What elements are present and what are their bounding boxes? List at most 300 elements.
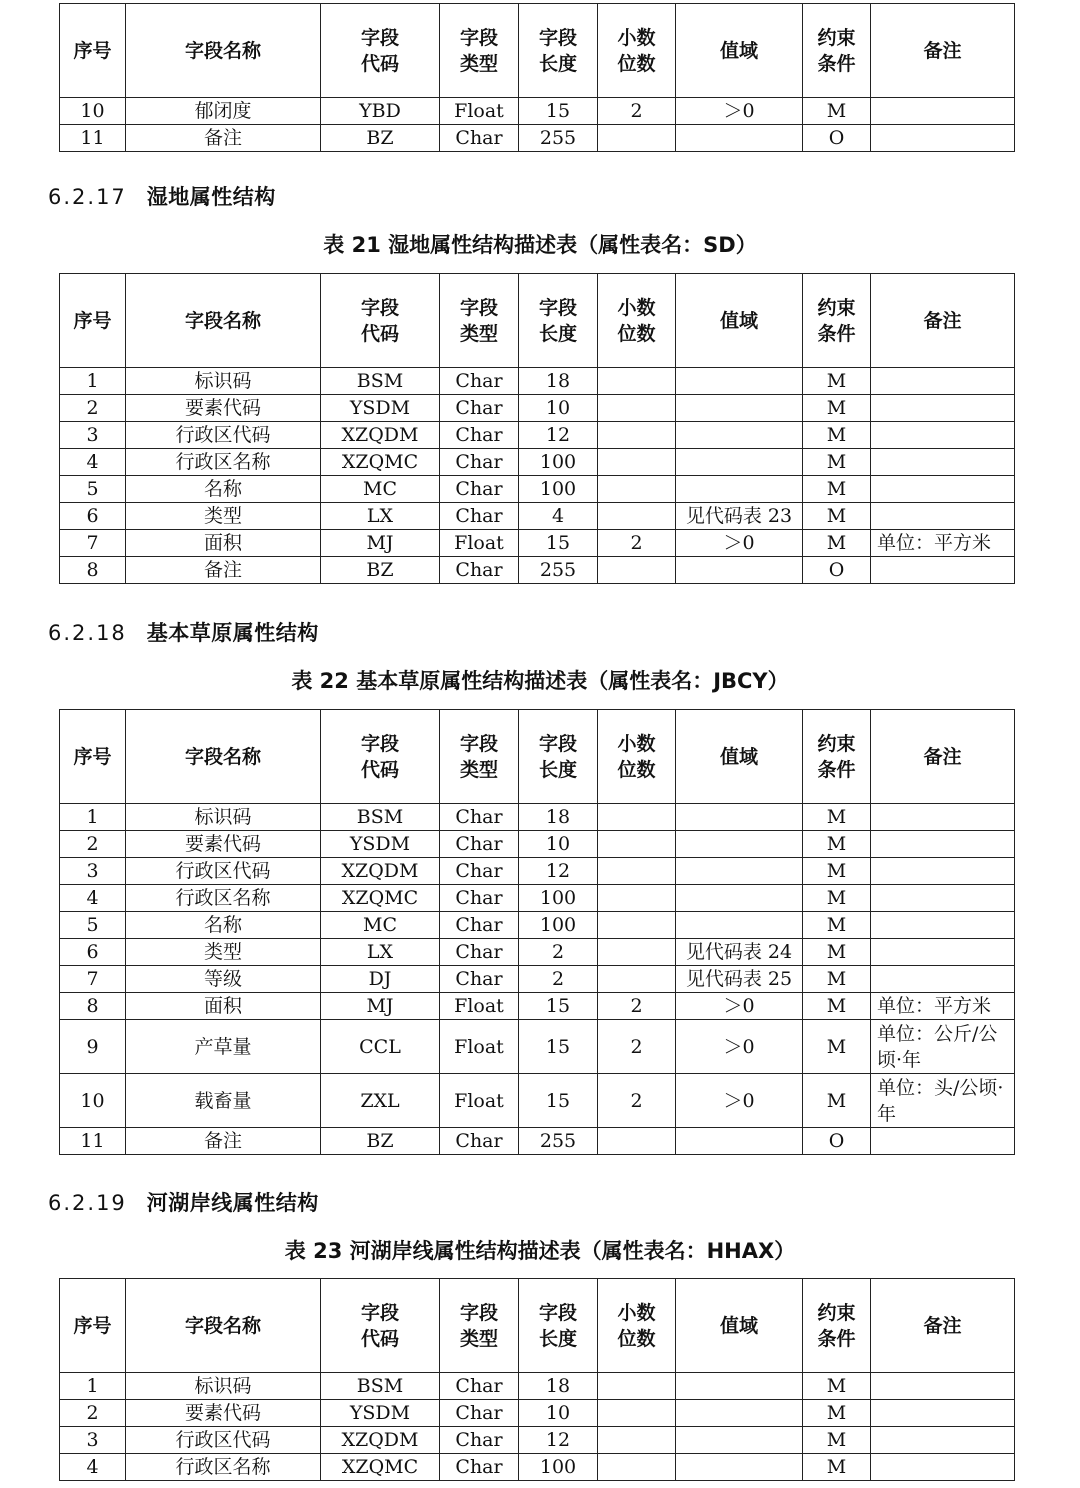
header-value-range: 值域 <box>676 274 803 368</box>
header-line: 小数 <box>617 296 656 319</box>
table-row <box>60 557 1015 584</box>
table-row <box>60 368 1015 395</box>
table-caption-wetland: 表 21 湿地属性结构描述表（属性表名：SD） <box>323 233 757 257</box>
cell-field-type: Float <box>440 530 519 557</box>
cell-field-length: 12 <box>519 1427 598 1454</box>
cell-field-code: YSDM <box>321 831 440 858</box>
cell-remark <box>871 557 1015 584</box>
cell-value-range <box>676 885 803 912</box>
cell-decimals <box>598 1427 676 1454</box>
section-number: 6.2.17 <box>48 185 127 209</box>
cell-field-name: 面积 <box>126 993 321 1020</box>
table-header-row <box>60 4 1015 98</box>
cell-field-type: Char <box>440 885 519 912</box>
header-line: 位数 <box>617 1327 656 1350</box>
cell-field-type: Float <box>440 1074 519 1128</box>
table-row <box>60 1400 1015 1427</box>
cell-value-range <box>676 1427 803 1454</box>
cell-decimals: 2 <box>598 1020 676 1074</box>
cell-decimals <box>598 1454 676 1481</box>
cell-field-length: 100 <box>519 885 598 912</box>
table-row <box>60 1454 1015 1481</box>
cell-field-code: XZQMC <box>321 449 440 476</box>
cell-value-range <box>676 368 803 395</box>
cell-field-type: Char <box>440 804 519 831</box>
header-line: 字段 <box>360 296 399 319</box>
cell-remark <box>871 395 1015 422</box>
header-line: 字段 <box>538 296 577 319</box>
cell-decimals <box>598 125 676 152</box>
cell-remark <box>871 912 1015 939</box>
cell-field-name: 要素代码 <box>126 1400 321 1427</box>
cell-decimals <box>598 804 676 831</box>
cell-field-type: Float <box>440 1020 519 1074</box>
header-line: 约束 <box>817 732 856 755</box>
cell-field-name: 要素代码 <box>126 395 321 422</box>
cell-constraint: M <box>803 476 871 503</box>
cell-value-range: ＞0 <box>676 530 803 557</box>
cell-field-code: DJ <box>321 966 440 993</box>
table-header-row <box>60 710 1015 804</box>
table-row <box>60 503 1015 530</box>
header-line: 字段 <box>360 1301 399 1324</box>
cell-field-type: Char <box>440 939 519 966</box>
header-line: 长度 <box>538 322 577 345</box>
header-line: 代码 <box>360 322 399 345</box>
cell-seq: 8 <box>60 557 126 584</box>
cell-field-type: Char <box>440 858 519 885</box>
cell-remark <box>871 1400 1015 1427</box>
cell-field-name: 行政区代码 <box>126 858 321 885</box>
cell-decimals <box>598 1128 676 1155</box>
cell-seq: 5 <box>60 476 126 503</box>
cell-field-length: 18 <box>519 368 598 395</box>
header-decimals <box>598 274 676 368</box>
cell-value-range: 见代码表 23 <box>676 503 803 530</box>
cell-remark: 单位：头/公顷·年 <box>871 1074 1015 1128</box>
cell-constraint: M <box>803 1074 871 1128</box>
table-row <box>60 1020 1015 1074</box>
cell-constraint: M <box>803 530 871 557</box>
cell-field-type: Char <box>440 422 519 449</box>
section-number: 6.2.18 <box>48 621 127 645</box>
cell-remark <box>871 1128 1015 1155</box>
header-decimals <box>598 710 676 804</box>
header-seq: 序号 <box>60 1279 126 1373</box>
cell-field-type: Char <box>440 966 519 993</box>
header-line: 字段 <box>538 1301 577 1324</box>
cell-constraint: M <box>803 966 871 993</box>
header-line: 字段 <box>360 732 399 755</box>
header-seq: 序号 <box>60 4 126 98</box>
cell-field-length: 100 <box>519 1454 598 1481</box>
header-constraint <box>803 4 871 98</box>
header-line: 约束 <box>817 296 856 319</box>
header-line: 约束 <box>817 26 856 49</box>
cell-constraint: M <box>803 885 871 912</box>
cell-field-name: 郁闭度 <box>126 98 321 125</box>
header-field-type <box>440 1279 519 1373</box>
cell-field-type: Char <box>440 1427 519 1454</box>
cell-value-range <box>676 395 803 422</box>
header-seq: 序号 <box>60 710 126 804</box>
cell-value-range <box>676 804 803 831</box>
cell-decimals <box>598 449 676 476</box>
table-header-row <box>60 1279 1015 1373</box>
cell-value-range <box>676 476 803 503</box>
cell-field-type: Char <box>440 368 519 395</box>
cell-remark <box>871 98 1015 125</box>
cell-field-type: Char <box>440 557 519 584</box>
header-remark: 备注 <box>871 274 1015 368</box>
cell-field-name: 标识码 <box>126 368 321 395</box>
header-field-length <box>519 4 598 98</box>
cell-seq: 3 <box>60 858 126 885</box>
cell-remark <box>871 831 1015 858</box>
cell-constraint: M <box>803 1373 871 1400</box>
table-header-row <box>60 274 1015 368</box>
cell-field-code: YBD <box>321 98 440 125</box>
table-row <box>60 966 1015 993</box>
cell-value-range <box>676 422 803 449</box>
cell-remark: 单位：平方米 <box>871 530 1015 557</box>
cell-field-length: 15 <box>519 1074 598 1128</box>
header-field-length <box>519 274 598 368</box>
header-value-range: 值域 <box>676 1279 803 1373</box>
header-line: 类型 <box>459 758 498 781</box>
cell-field-length: 100 <box>519 912 598 939</box>
cell-constraint: M <box>803 395 871 422</box>
cell-field-length: 2 <box>519 966 598 993</box>
cell-field-length: 12 <box>519 858 598 885</box>
cell-value-range: 见代码表 25 <box>676 966 803 993</box>
cell-field-name: 行政区名称 <box>126 1454 321 1481</box>
cell-constraint: M <box>803 993 871 1020</box>
cell-field-type: Char <box>440 503 519 530</box>
cell-decimals <box>598 885 676 912</box>
header-line: 类型 <box>459 52 498 75</box>
header-field-name: 字段名称 <box>126 710 321 804</box>
header-remark: 备注 <box>871 710 1015 804</box>
cell-field-code: BZ <box>321 125 440 152</box>
cell-seq: 8 <box>60 993 126 1020</box>
cell-remark <box>871 368 1015 395</box>
cell-field-type: Char <box>440 395 519 422</box>
header-seq: 序号 <box>60 274 126 368</box>
cell-decimals: 2 <box>598 1074 676 1128</box>
cell-field-code: BSM <box>321 804 440 831</box>
cell-field-code: YSDM <box>321 1400 440 1427</box>
cell-value-range <box>676 912 803 939</box>
header-line: 字段 <box>538 26 577 49</box>
cell-constraint: M <box>803 449 871 476</box>
header-decimals <box>598 1279 676 1373</box>
grassland-field-table <box>59 709 1015 1155</box>
header-line: 字段 <box>459 296 498 319</box>
cell-field-length: 4 <box>519 503 598 530</box>
header-field-name: 字段名称 <box>126 274 321 368</box>
header-line: 位数 <box>617 758 656 781</box>
cell-remark: 单位：公斤/公顷·年 <box>871 1020 1015 1074</box>
header-field-name: 字段名称 <box>126 1279 321 1373</box>
cell-field-name: 标识码 <box>126 1373 321 1400</box>
cell-field-length: 2 <box>519 939 598 966</box>
header-line: 代码 <box>360 758 399 781</box>
cell-seq: 3 <box>60 422 126 449</box>
header-line: 字段 <box>538 732 577 755</box>
cell-field-code: YSDM <box>321 395 440 422</box>
table-row <box>60 885 1015 912</box>
table-row <box>60 858 1015 885</box>
header-value-range: 值域 <box>676 4 803 98</box>
cell-constraint: M <box>803 804 871 831</box>
cell-field-type: Char <box>440 912 519 939</box>
cell-constraint: M <box>803 831 871 858</box>
section-title: 河湖岸线属性结构 <box>146 1191 319 1215</box>
cell-field-length: 10 <box>519 1400 598 1427</box>
header-remark: 备注 <box>871 4 1015 98</box>
cell-seq: 7 <box>60 966 126 993</box>
section-heading-wetland <box>48 181 276 211</box>
header-line: 约束 <box>817 1301 856 1324</box>
cell-seq: 6 <box>60 503 126 530</box>
cell-remark <box>871 125 1015 152</box>
cell-constraint: O <box>803 557 871 584</box>
header-field-code <box>321 710 440 804</box>
cell-value-range: ＞0 <box>676 1074 803 1128</box>
cell-field-code: ZXL <box>321 1074 440 1128</box>
section-title: 基本草原属性结构 <box>146 621 319 645</box>
cell-decimals <box>598 966 676 993</box>
cell-remark <box>871 1373 1015 1400</box>
cell-field-length: 10 <box>519 831 598 858</box>
table-caption-shoreline: 表 23 河湖岸线属性结构描述表（属性表名：HHAX） <box>284 1239 796 1263</box>
header-field-length <box>519 710 598 804</box>
cell-constraint: M <box>803 503 871 530</box>
cell-field-name: 行政区代码 <box>126 422 321 449</box>
field-table-continued <box>59 3 1015 152</box>
cell-field-name: 行政区代码 <box>126 1427 321 1454</box>
cell-field-type: Char <box>440 1373 519 1400</box>
cell-field-length: 10 <box>519 395 598 422</box>
cell-constraint: O <box>803 125 871 152</box>
cell-field-code: BZ <box>321 557 440 584</box>
cell-decimals <box>598 831 676 858</box>
table-row <box>60 804 1015 831</box>
cell-field-name: 类型 <box>126 939 321 966</box>
header-line: 长度 <box>538 758 577 781</box>
cell-constraint: M <box>803 1020 871 1074</box>
cell-value-range: 见代码表 24 <box>676 939 803 966</box>
header-value-range: 值域 <box>676 710 803 804</box>
cell-field-name: 名称 <box>126 476 321 503</box>
header-field-code <box>321 1279 440 1373</box>
cell-decimals <box>598 557 676 584</box>
cell-field-code: LX <box>321 503 440 530</box>
header-line: 位数 <box>617 52 656 75</box>
cell-field-type: Char <box>440 125 519 152</box>
cell-remark <box>871 1427 1015 1454</box>
cell-field-code: MC <box>321 476 440 503</box>
header-field-length <box>519 1279 598 1373</box>
cell-remark <box>871 1454 1015 1481</box>
cell-remark <box>871 503 1015 530</box>
cell-field-code: MC <box>321 912 440 939</box>
header-constraint <box>803 710 871 804</box>
cell-remark: 单位：平方米 <box>871 993 1015 1020</box>
header-line: 小数 <box>617 1301 656 1324</box>
cell-field-name: 备注 <box>126 557 321 584</box>
table-caption-grassland: 表 22 基本草原属性结构描述表（属性表名：JBCY） <box>291 669 789 693</box>
cell-field-name: 行政区名称 <box>126 449 321 476</box>
cell-remark <box>871 939 1015 966</box>
cell-decimals <box>598 368 676 395</box>
table-row <box>60 1373 1015 1400</box>
cell-constraint: M <box>803 1427 871 1454</box>
cell-seq: 6 <box>60 939 126 966</box>
cell-remark <box>871 966 1015 993</box>
cell-seq: 5 <box>60 912 126 939</box>
cell-field-name: 标识码 <box>126 804 321 831</box>
cell-decimals <box>598 858 676 885</box>
table-row <box>60 530 1015 557</box>
header-line: 长度 <box>538 1327 577 1350</box>
cell-value-range <box>676 1454 803 1481</box>
cell-field-name: 类型 <box>126 503 321 530</box>
cell-seq: 10 <box>60 1074 126 1128</box>
cell-seq: 7 <box>60 530 126 557</box>
cell-remark <box>871 885 1015 912</box>
header-field-type <box>440 710 519 804</box>
cell-field-code: BSM <box>321 368 440 395</box>
table-row <box>60 993 1015 1020</box>
header-line: 小数 <box>617 732 656 755</box>
cell-field-code: LX <box>321 939 440 966</box>
table-row <box>60 831 1015 858</box>
cell-value-range <box>676 125 803 152</box>
cell-field-name: 产草量 <box>126 1020 321 1074</box>
cell-remark <box>871 449 1015 476</box>
cell-seq: 4 <box>60 1454 126 1481</box>
cell-field-code: XZQMC <box>321 1454 440 1481</box>
table-row <box>60 1074 1015 1128</box>
cell-field-name: 载畜量 <box>126 1074 321 1128</box>
cell-field-length: 255 <box>519 1128 598 1155</box>
header-field-type <box>440 274 519 368</box>
cell-field-type: Char <box>440 831 519 858</box>
cell-field-name: 要素代码 <box>126 831 321 858</box>
cell-constraint: M <box>803 912 871 939</box>
cell-constraint: M <box>803 858 871 885</box>
header-decimals <box>598 4 676 98</box>
section-title: 湿地属性结构 <box>146 185 276 209</box>
cell-field-name: 备注 <box>126 125 321 152</box>
cell-value-range <box>676 831 803 858</box>
header-line: 类型 <box>459 1327 498 1350</box>
header-line: 条件 <box>817 758 856 781</box>
cell-field-length: 18 <box>519 804 598 831</box>
cell-field-code: XZQMC <box>321 885 440 912</box>
cell-field-code: XZQDM <box>321 1427 440 1454</box>
cell-field-length: 12 <box>519 422 598 449</box>
header-line: 长度 <box>538 52 577 75</box>
cell-decimals: 2 <box>598 530 676 557</box>
cell-value-range <box>676 1400 803 1427</box>
cell-field-length: 15 <box>519 530 598 557</box>
cell-decimals: 2 <box>598 98 676 125</box>
cell-seq: 9 <box>60 1020 126 1074</box>
cell-value-range <box>676 1373 803 1400</box>
cell-seq: 1 <box>60 1373 126 1400</box>
table-row <box>60 98 1015 125</box>
table-row <box>60 449 1015 476</box>
cell-constraint: M <box>803 1454 871 1481</box>
cell-decimals: 2 <box>598 993 676 1020</box>
cell-field-length: 255 <box>519 125 598 152</box>
cell-decimals <box>598 1400 676 1427</box>
header-field-code <box>321 4 440 98</box>
cell-seq: 1 <box>60 368 126 395</box>
header-line: 字段 <box>459 26 498 49</box>
cell-field-length: 18 <box>519 1373 598 1400</box>
cell-decimals <box>598 939 676 966</box>
cell-field-type: Char <box>440 1400 519 1427</box>
table-row <box>60 939 1015 966</box>
cell-seq: 3 <box>60 1427 126 1454</box>
header-constraint <box>803 1279 871 1373</box>
cell-field-code: XZQDM <box>321 858 440 885</box>
header-field-code <box>321 274 440 368</box>
header-field-name: 字段名称 <box>126 4 321 98</box>
header-line: 代码 <box>360 52 399 75</box>
header-line: 字段 <box>459 732 498 755</box>
cell-seq: 4 <box>60 449 126 476</box>
cell-constraint: M <box>803 939 871 966</box>
cell-seq: 2 <box>60 1400 126 1427</box>
cell-value-range <box>676 1128 803 1155</box>
cell-decimals <box>598 503 676 530</box>
table-row <box>60 1128 1015 1155</box>
cell-seq: 4 <box>60 885 126 912</box>
table-row <box>60 1427 1015 1454</box>
cell-field-length: 15 <box>519 98 598 125</box>
header-line: 代码 <box>360 1327 399 1350</box>
header-constraint <box>803 274 871 368</box>
cell-field-code: MJ <box>321 993 440 1020</box>
cell-constraint: O <box>803 1128 871 1155</box>
cell-seq: 10 <box>60 98 126 125</box>
header-line: 条件 <box>817 1327 856 1350</box>
cell-field-name: 名称 <box>126 912 321 939</box>
table-row <box>60 395 1015 422</box>
section-heading-grassland <box>48 617 319 647</box>
cell-field-code: BSM <box>321 1373 440 1400</box>
table-row <box>60 125 1015 152</box>
header-remark: 备注 <box>871 1279 1015 1373</box>
header-line: 条件 <box>817 52 856 75</box>
cell-field-name: 面积 <box>126 530 321 557</box>
cell-constraint: M <box>803 422 871 449</box>
cell-value-range <box>676 858 803 885</box>
header-field-type <box>440 4 519 98</box>
cell-field-code: MJ <box>321 530 440 557</box>
cell-decimals <box>598 395 676 422</box>
cell-decimals <box>598 1373 676 1400</box>
header-line: 小数 <box>617 26 656 49</box>
cell-field-type: Float <box>440 98 519 125</box>
cell-remark <box>871 804 1015 831</box>
header-line: 字段 <box>459 1301 498 1324</box>
